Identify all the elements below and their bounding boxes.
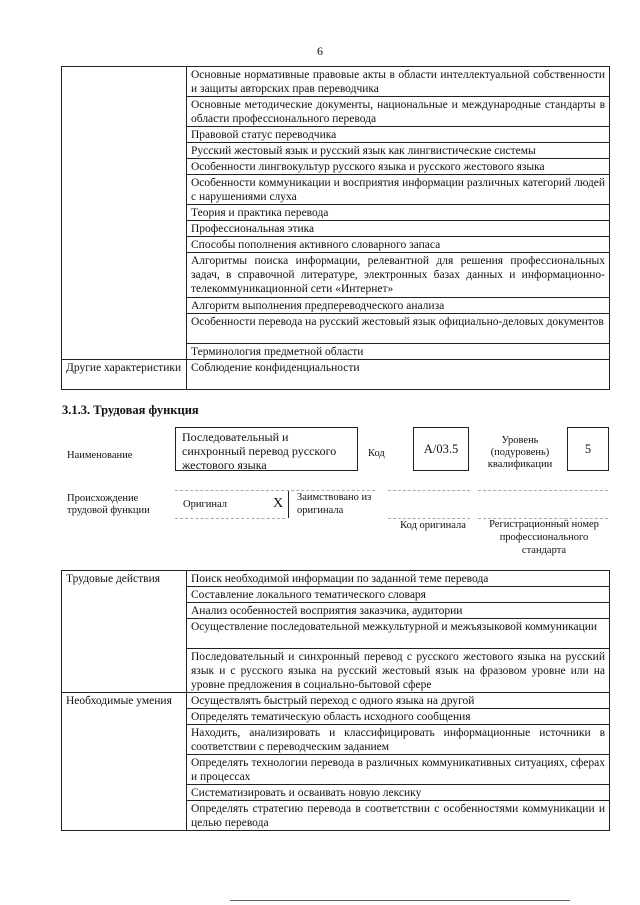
knowledge-item: Алгоритмы поиска информации, релевантной для решения профессиональных задач, в справочной литературе, электронных базах данных и информационно-телекоммуникационной сети «Интернет» [187,253,610,298]
level-label: Уровень (подуровень) квалификации [487,435,553,470]
origin-label: Происхождение трудовой функции [67,493,150,516]
name-label: Наименование [67,450,133,461]
labor-actions-label: Трудовые действия [62,571,187,693]
origin-bottom-line [175,518,285,519]
skill-item: Осуществлять быстрый переход с одного языка на другой [187,693,610,709]
skill-item: Определять стратегию перевода в соответствии с особенностями коммуникации и целью перевода [187,801,610,831]
knowledge-item: Теория и практика перевода [187,205,610,221]
skill-item: Систематизировать и осваивать новую лексику [187,785,610,801]
knowledge-item: Русский жестовый язык и русский язык как лингвистические системы [187,143,610,159]
code-original-top-line [388,490,470,491]
skill-item: Определять технологии перевода в различных коммуникативных ситуациях, сферах и процессах [187,755,610,785]
code-original-label: Код оригинала [400,520,466,531]
section-title: 3.1.3. Трудовая функция [62,403,199,417]
function-name-box: Последовательный и синхронный перевод русского жестового языка [175,427,358,471]
labor-action: Анализ особенностей восприятия заказчика, аудитории [187,603,610,619]
level-value-box: 5 [567,427,609,471]
knowledge-item: Особенности лингвокультур русского языка и русского жестового языка [187,159,610,175]
skill-item: Находить, анализировать и классифицировать информационные источники в соответствии с переводческим заданием [187,725,610,755]
knowledge-item: Терминология предметной области [187,344,610,360]
labor-function-table [61,570,610,831]
page-number: 6 [317,44,323,58]
knowledge-item: Основные нормативные правовые акты в области интеллектуальной собственности и защиты авторских прав переводчика [187,67,610,97]
other-characteristics-value: Соблюдение конфиденциальности [187,360,610,390]
labor-action: Последовательный и синхронный перевод с русского жестового языка на русский язык и с русского языка на русский жестовый язык на фразовом уровне или на уровне предложения в социально-бытовой сфере [187,649,610,693]
code-original-bottom-line [388,518,470,519]
original-label: Оригинал [183,499,227,510]
knowledge-label-cell [62,67,187,360]
function-code-box: A/03.5 [413,427,469,471]
labor-action: Осуществление последовательной межкультурной и межъязыковой коммуникации [187,619,610,649]
other-characteristics-label: Другие характеристики [62,360,187,390]
skills-label: Необходимые умения [62,693,187,831]
labor-action: Составление локального тематического словаря [187,587,610,603]
labor-action: Поиск необходимой информации по заданной теме перевода [187,571,610,587]
reg-number-label: Регистрационный номер профессионального стандарта [489,519,599,556]
origin-divider [288,490,289,518]
original-mark: X [273,496,284,511]
knowledge-item: Правовой статус переводчика [187,127,610,143]
page-bottom-rule [230,900,570,901]
knowledge-item: Особенности перевода на русский жестовый язык официально-деловых документов [187,314,610,344]
reg-number-top-line [478,490,608,491]
borrowed-label: Заимствовано из оригинала [297,492,372,516]
knowledge-item: Профессиональная этика [187,221,610,237]
skill-item: Определять тематическую область исходного сообщения [187,709,610,725]
knowledge-item: Основные методические документы, национальные и международные стандарты в области профессионального перевода [187,97,610,127]
knowledge-table [61,66,610,390]
knowledge-item: Способы пополнения активного словарного запаса [187,237,610,253]
knowledge-item: Алгоритм выполнения предпереводческого анализа [187,298,610,314]
knowledge-item: Особенности коммуникации и восприятия информации различных категорий людей с нарушениями слуха [187,175,610,205]
origin-top-line [175,490,375,491]
code-label: Код [368,448,385,459]
